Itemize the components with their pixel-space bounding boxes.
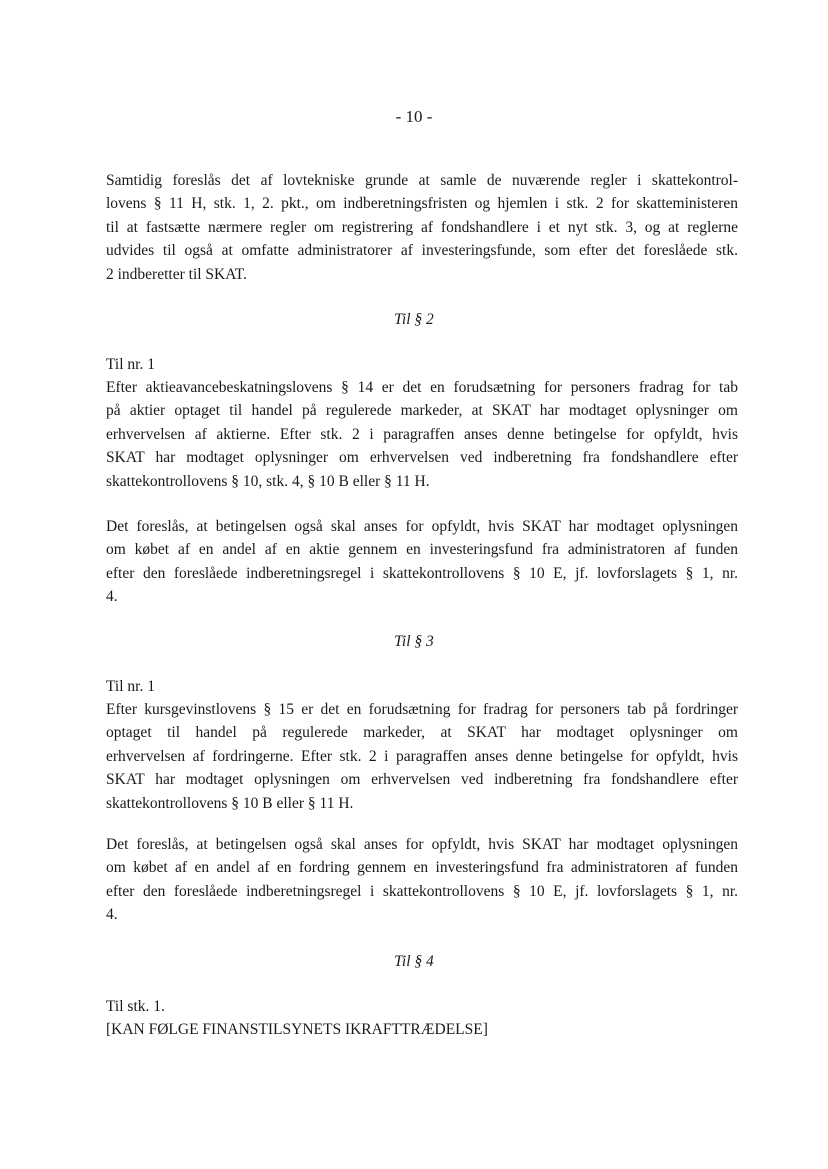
text-line: efter den foreslåede indberetningsregel i skattekontrollovens § 10 E, jf. lovforslagets § 1, nr. [106,564,738,582]
text-line: på aktier optaget til handel på regulerede markeder, at SKAT har modtaget oplysninger om [106,402,738,420]
text-line: SKAT har modtaget oplysningen om erhvervelsen ved indberetning fra fondshandlere efter [106,771,738,789]
text-line: om købet af en andel af en aktie gennem en investeringsfund fra administratoren af funden [106,541,738,559]
text-line: Samtidig foreslås det af lovtekniske grunde at samle de nuværende regler i skattekontrol- [106,172,738,189]
text-line: SKAT har modtaget oplysninger om erhvervelsen ved indberetning fra fondshandlere efter [106,449,738,467]
subheading: Til nr. 1 [106,678,155,695]
section-4-body [106,995,738,1042]
section-3-subheading [106,675,738,698]
bracket-note: [KAN FØLGE FINANSTILSYNETS IKRAFTTRÆDELSE] [106,1021,488,1039]
text-line: erhvervelsen af aktierne. Efter stk. 2 i paragraffen anses denne betingelse for opfyldt, hvis [106,425,738,443]
section-heading-4: Til § 4 [394,953,434,970]
section-3-paragraph-1 [106,698,738,815]
text-line: Det foreslås, at betingelsen også skal anses for opfyldt, hvis SKAT har modtaget oplysningen [106,836,738,853]
text-line: optaget til handel på regulerede markeder, at SKAT har modtaget oplysninger om [106,724,738,742]
text-line: Efter aktieavancebeskatningslovens § 14 er det en forudsætning for personers fradrag for tab [106,379,738,396]
subheading: Til stk. 1. [106,998,165,1015]
text-line: om købet af en andel af en fordring gennem en investeringsfund fra administratoren af funden [106,859,738,877]
section-heading-2: Til § 2 [394,311,434,328]
intro-paragraph [106,169,738,286]
text-line: 2 indberetter til SKAT. [106,265,247,283]
text-line: udvides til også at omfatte administratorer af investeringsfunde, som efter det foreslåede stk. [106,242,738,260]
text-line: erhvervelsen af fordringerne. Efter stk. 2 i paragraffen anses denne betingelse for opfyldt, hvis [106,747,738,765]
text-line: 4. [106,588,118,606]
text-line: Efter kursgevinstlovens § 15 er det en forudsætning for fradrag for personers tab på fordringer [106,701,738,718]
section-2-paragraph-2 [106,515,738,609]
text-line: lovens § 11 H, stk. 1, 2. pkt., om indberetningsfristen og hjemlen i stk. 2 for skatteministeren [106,195,738,213]
text-line: skattekontrollovens § 10, stk. 4, § 10 B eller § 11 H. [106,472,430,490]
section-2-subheading [106,353,738,376]
subheading: Til nr. 1 [106,356,155,373]
section-2-paragraph-1 [106,376,738,493]
text-line: skattekontrollovens § 10 B eller § 11 H. [106,794,354,812]
section-heading-3: Til § 3 [394,633,434,650]
page-number: - 10 - [395,107,433,126]
text-line: 4. [106,906,118,924]
text-line: Det foreslås, at betingelsen også skal anses for opfyldt, hvis SKAT har modtaget oplysningen [106,518,738,535]
section-3-paragraph-2 [106,833,738,927]
text-line: til at fastsætte nærmere regler om registrering af fondshandlere i et nyt stk. 3, og at reglerne [106,218,738,236]
text-line: efter den foreslåede indberetningsregel i skattekontrollovens § 10 E, jf. lovforslagets § 1, nr. [106,882,738,900]
